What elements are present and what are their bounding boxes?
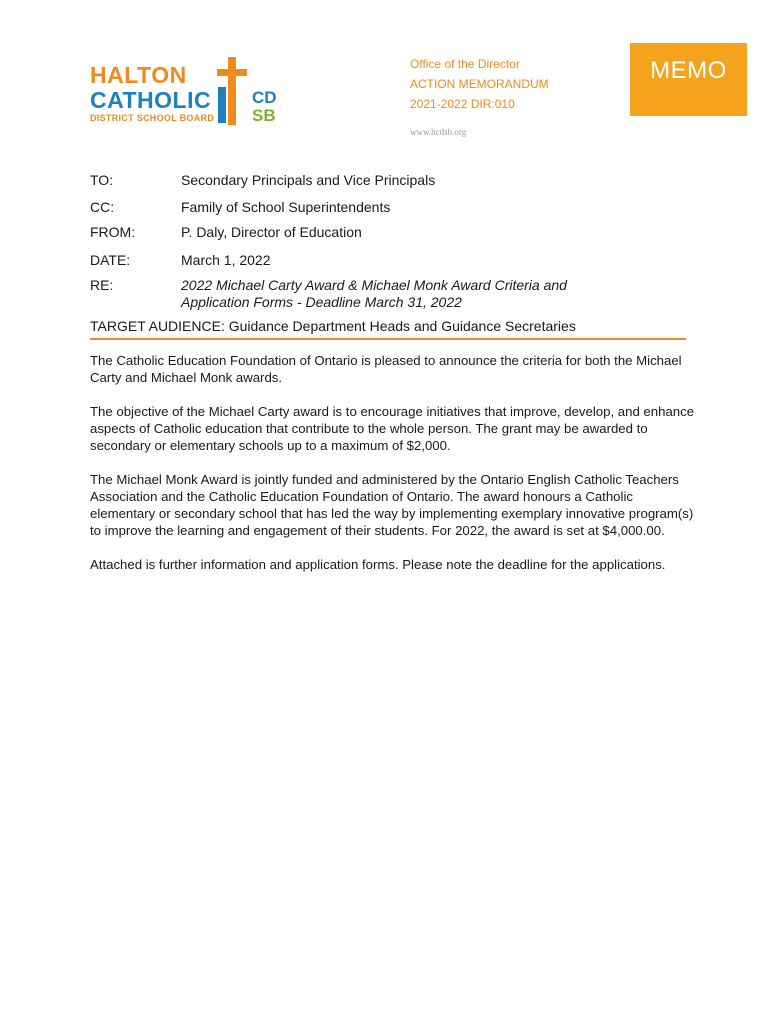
- logo-sb-text: SB: [252, 106, 276, 125]
- divider-line: [90, 338, 686, 340]
- website-link[interactable]: www.hcdsb.org: [410, 127, 467, 137]
- re-value-line1: 2022 Michael Carty Award & Michael Monk Award Criteria and: [181, 277, 567, 293]
- cross-icon-blue-bar: [218, 87, 226, 123]
- logo-board-text: DISTRICT SCHOOL BOARD: [90, 113, 215, 123]
- memo-type: ACTION MEMORANDUM: [410, 77, 549, 91]
- re-label: RE:: [90, 277, 114, 293]
- body-paragraph-1: The Catholic Education Foundation of Ontario is pleased to announce the criteria for both the Michael Carty and Michael Monk awards.: [90, 353, 682, 385]
- memo-number: 2021-2022 DIR:010: [410, 97, 515, 111]
- from-label: FROM:: [90, 224, 136, 240]
- date-value: March 1, 2022: [181, 252, 271, 268]
- cross-icon-horizontal: [217, 69, 247, 76]
- office-header: [410, 54, 549, 114]
- logo-halton-text: HALTON: [90, 62, 187, 88]
- body-paragraph-4: Attached is further information and application forms. Please note the deadline for the applications.: [90, 557, 666, 572]
- hcdsb-logo: [90, 57, 290, 125]
- body-paragraph-2: The objective of the Michael Carty award is to encourage initiatives that improve, develop, and enhance aspects of Catholic education that contribute to the whole person. The grant may be awarded to secondary or elementary schools up to a maximum of $2,000.: [90, 404, 695, 453]
- target-audience-value: Guidance Department Heads and Guidance Secretaries: [228, 318, 576, 334]
- date-label: DATE:: [90, 252, 131, 268]
- cc-value: Family of School Superintendents: [181, 199, 391, 215]
- memo-body: [90, 352, 700, 590]
- target-audience-label: TARGET AUDIENCE:: [90, 318, 225, 334]
- cross-icon-vertical: [228, 57, 236, 125]
- to-value: Secondary Principals and Vice Principals: [181, 172, 436, 188]
- body-paragraph-3: The Michael Monk Award is jointly funded and administered by the Ontario English Catholic Teachers Association and the Catholic Education Foundation of Ontario. The award honours a Catholic elementary or secondary school that has led the way by implementing exemplary innovative program(s) to improve the learning and engagement of their students. For 2022, the award is set at $4,000.00.: [90, 472, 694, 538]
- to-label: TO:: [90, 172, 114, 188]
- memo-badge: MEMO: [630, 43, 747, 116]
- target-audience: [90, 318, 576, 334]
- from-value: P. Daly, Director of Education: [181, 224, 362, 240]
- re-value: [181, 277, 567, 311]
- cc-label: CC:: [90, 199, 115, 215]
- logo-cd-text: CD: [252, 88, 277, 107]
- re-value-line2: Application Forms - Deadline March 31, 2022: [181, 294, 462, 310]
- logo-catholic-text: CATHOLIC: [90, 87, 212, 113]
- office-name: Office of the Director: [410, 57, 520, 71]
